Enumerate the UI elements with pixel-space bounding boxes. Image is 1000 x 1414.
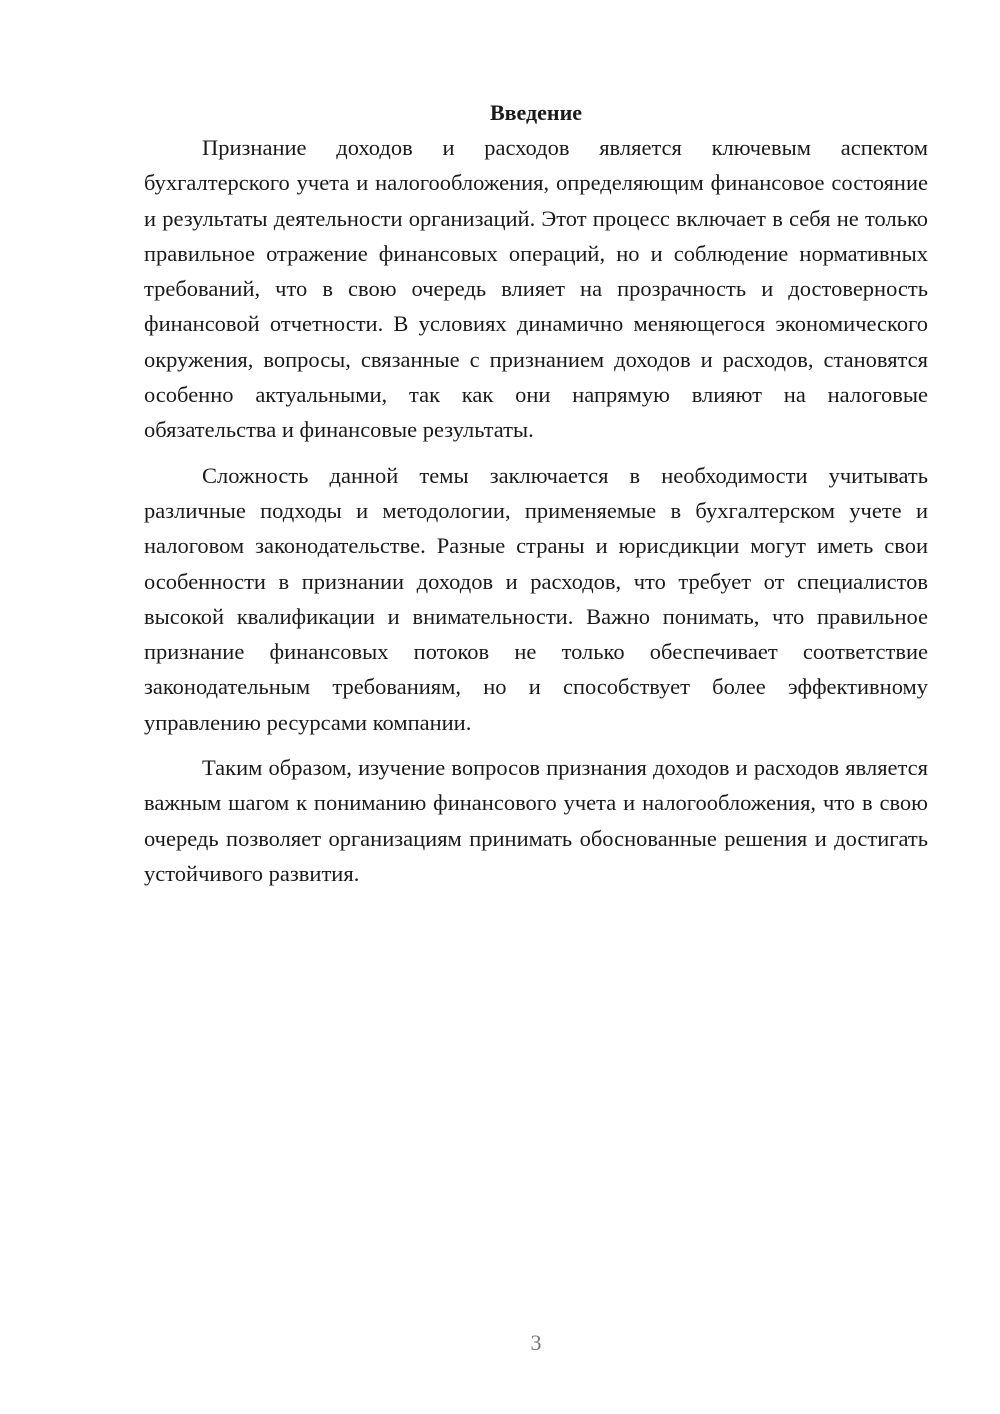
paragraph-1: Признание доходов и расходов является ключевым аспектом бухгалтерского учета и налогообложения, определяющим финансовое состояние и результаты деятельности организаций. Этот процесс включает в себя не только правильное отражение финансовых операций, но и соблюдение нормативных требований, что в свою очередь влияет на прозрачность и достоверность финансовой отчетности. В условиях динамично меняющегося экономического окружения, вопросы, связанные с признанием доходов и расходов, становятся особенно актуальными, так как они напрямую влияют на налоговые обязательства и финансовые результаты. xyxy=(144,135,928,443)
page-number: 3 xyxy=(530,1330,542,1355)
paragraph-2: Сложность данной темы заключается в необходимости учитывать различные подходы и методологии, применяемые в бухгалтерском учете и налоговом законодательстве. Разные страны и юрисдикции могут иметь свои особенности в признании доходов и расходов, что требует от специалистов высокой квалификации и внимательности. Важно понимать, что правильное признание финансовых потоков не только обеспечивает соответствие законодательным требованиям, но и способствует более эффективному управлению ресурсами компании. xyxy=(144,462,928,735)
paragraph-3: Таким образом, изучение вопросов признания доходов и расходов является важным шагом к пониманию финансового учета и налогообложения, что в свою очередь позволяет организациям принимать обоснованные решения и достигать устойчивого развития. xyxy=(144,755,928,886)
section-title: Введение xyxy=(489,100,583,125)
document-body xyxy=(144,95,928,891)
